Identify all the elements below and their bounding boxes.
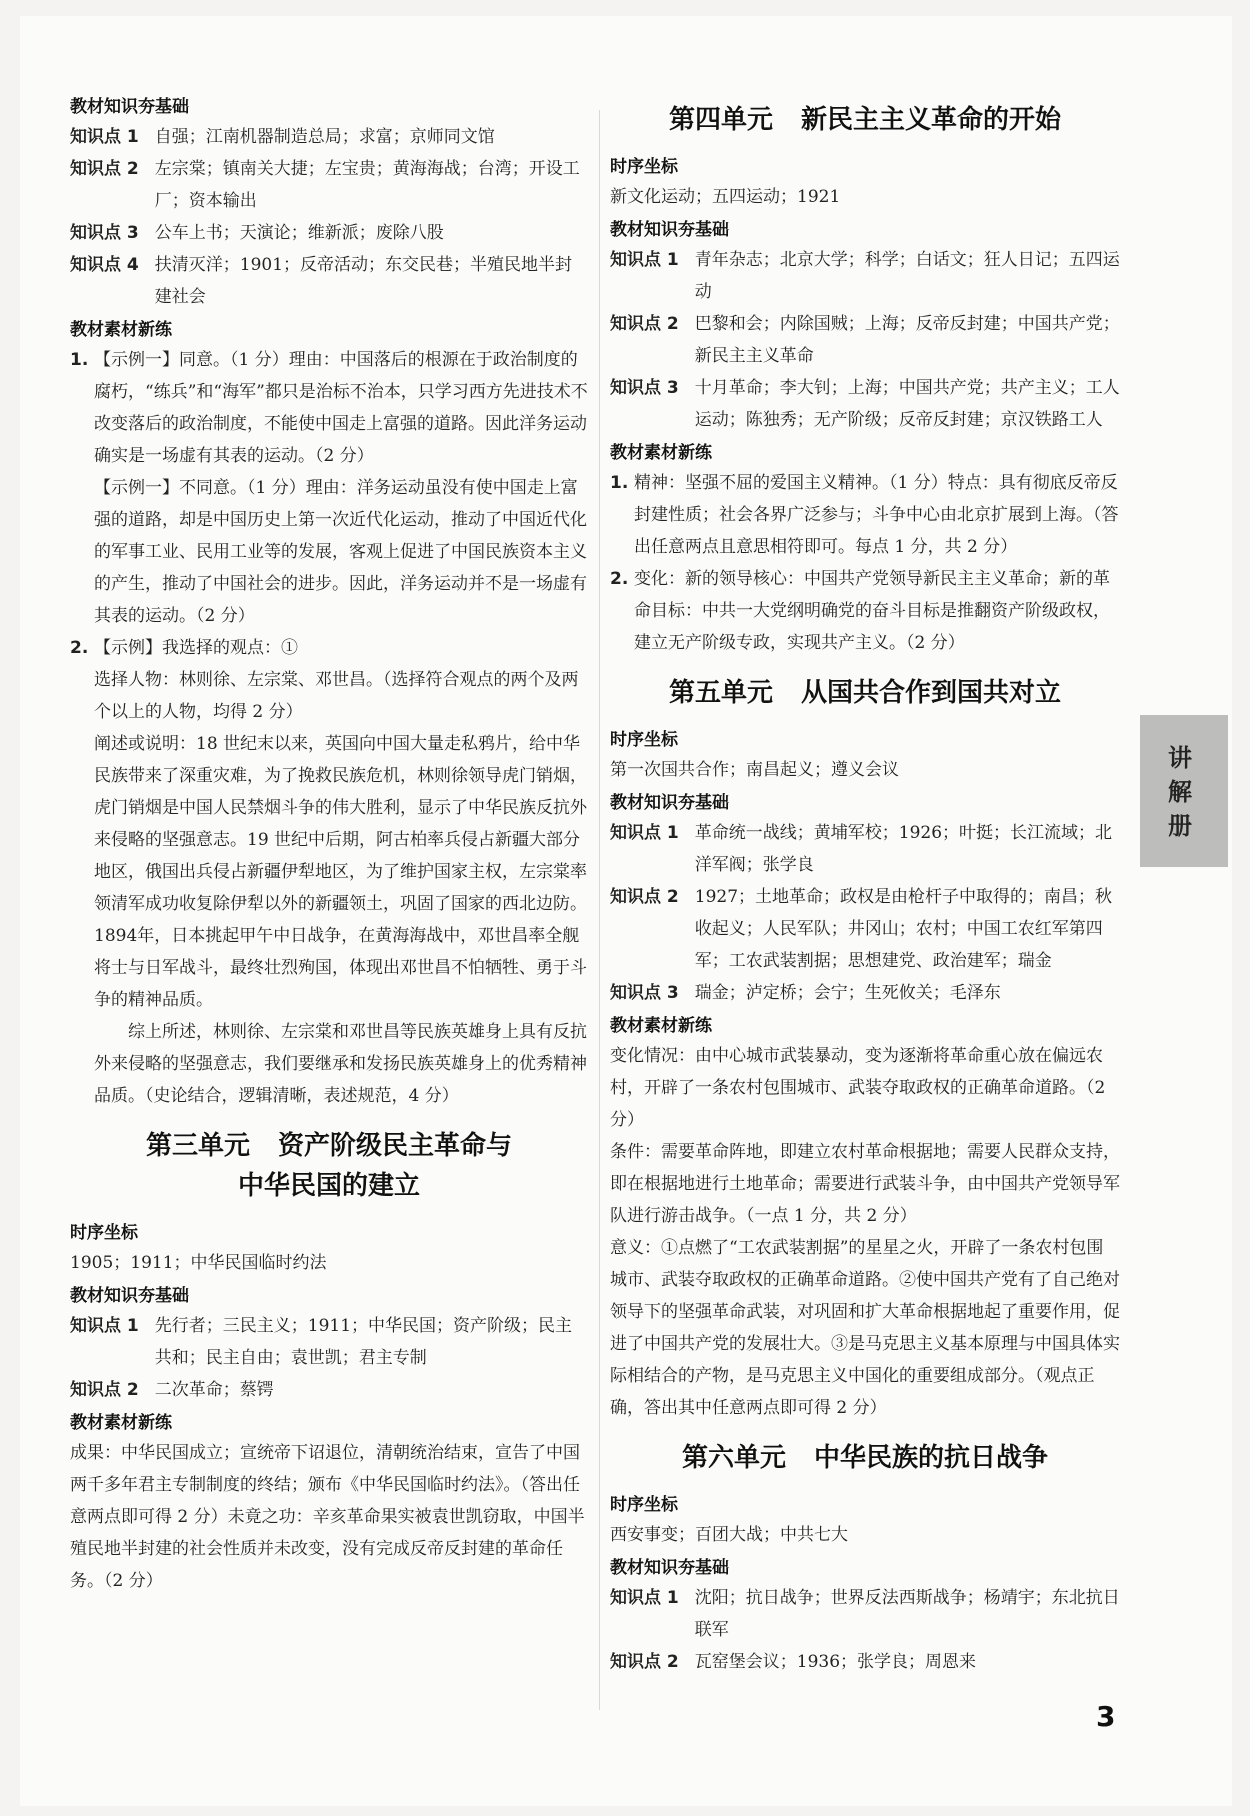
section-heading: 时序坐标 [610,157,678,177]
knowledge-point: 知识点 1 青年杂志；北京大学；科学；白话文；狂人日记；五四运动 [610,250,1120,302]
left-column [70,90,588,1597]
section-heading: 时序坐标 [70,1223,138,1243]
answer-text: 变化情况：由中心城市武装暴动，变为逐渐将革命重心放在偏远农村，开辟了一条农村包围城市、武装夺取政权的正确革命道路。（2 分） [610,1046,1106,1130]
knowledge-point: 知识点 2 1927；土地革命；政权是由枪杆子中取得的；南昌；秋收起义；人民军队；井冈山；农村；中国工农红军第四军；工农武装割据；思想建党、政治建军；瑞金 [610,887,1113,971]
answer-item-1: 1. 【示例一】同意。（1 分）理由：中国落后的根源在于政治制度的腐朽，“练兵”和“海军”都只是治标不治本，只学习西方先进技术不改变落后的政治制度，不能使中国走上富强的道路。因此洋务运动确实是一场虚有其表的运动。（2 分） 【示例一】不同意。（1 分）理由：洋务运动虽没有使中国走上富强的道路，却是中国历史上第一次近代化运动，推动了中国近代化的军事工业、民用工业等的发展，客观上促进了中国民族资本主义的产生，推动了中国社会的进步。因此，洋务运动并不是一场虚有其表的运动。（2 分） [70,344,588,632]
unit-3-title: 第三单元 资产阶级民主革命与 中华民国的建立 [145,1131,513,1201]
section-heading: 教材知识夯基础 [70,1286,189,1306]
section-heading: 教材知识夯基础 [610,793,729,813]
column-divider [599,110,600,1710]
timeline-text: 1905；1911；中华民国临时约法 [70,1253,327,1273]
timeline-text: 西安事变；百团大战；中共七大 [610,1525,848,1545]
section-heading: 教材知识夯基础 [610,220,729,240]
timeline-text: 第一次国共合作；南昌起义；遵义会议 [610,760,899,780]
section-heading: 教材知识夯基础 [610,1558,729,1578]
answer-text: 选择人物：林则徐、左宗棠、邓世昌。（选择符合观点的两个及两个以上的人物，均得 2 分） [94,670,579,722]
knowledge-point: 知识点 2 左宗棠；镇南关大捷；左宝贵；黄海海战；台湾；开设工厂；资本输出 [70,159,580,211]
unit-4-title: 第四单元 新民主主义革命的开始 [668,105,1062,135]
knowledge-point: 知识点 2 二次革命；蔡锷 [70,1380,274,1400]
knowledge-point: 知识点 4 扶清灭洋；1901；反帝活动；东交民巷；半殖民地半封建社会 [70,255,573,307]
page-number: 3 [1096,1700,1116,1733]
right-column [610,100,1120,1678]
knowledge-point: 知识点 1 沈阳；抗日战争；世界反法西斯战争；杨靖宇；东北抗日联军 [610,1588,1120,1640]
timeline-text: 新文化运动；五四运动；1921 [610,187,841,207]
section-heading: 教材素材新练 [70,1413,172,1433]
knowledge-point: 知识点 2 巴黎和会；内除国贼；上海；反帝反封建；中国共产党；新民主主义革命 [610,314,1120,366]
unit-5-title: 第五单元 从国共合作到国共对立 [668,678,1062,708]
answer-text: 意义：①点燃了“工农武装割据”的星星之火，开辟了一条农村包围城市、武装夺取政权的正确革命道路。②使中国共产党有了自己绝对领导下的坚强革命武装，对巩固和扩大革命根据地起了重要作用，促进了中国共产党的发展壮大。③是马克思主义基本原理与中国具体实际相结合的产物，是马克思主义中国化的重要组成部分。（观点正确，答出其中任意两点即可得 2 分） [610,1238,1120,1418]
side-tab-lecture-book: 讲 解 册 [1140,715,1228,867]
answer-text: 阐述或说明：18 世纪末以来，英国向中国大量走私鸦片，给中华民族带来了深重灾难，为了挽救民族危机，林则徐领导虎门销烟，虎门销烟是中国人民禁烟斗争的伟大胜利，显示了中华民族反抗外来侵略的坚强意志。19 世纪中后期，阿古柏率兵侵占新疆大部分地区，俄国出兵侵占新疆伊犁地区，为了维护国家主权，左宗棠率领清军成功收复除伊犁以外的新疆领土，巩固了国家的西北边防。1894年，日本挑起甲午中日战争，在黄海海战中，邓世昌率全舰将士与日军战斗，最终壮烈殉国，体现出邓世昌不怕牺牲、勇于斗争的精神品质。 [94,734,587,1010]
answer-text: 【示例一】同意。（1 分）理由：中国落后的根源在于政治制度的腐朽，“练兵”和“海军”都只是治标不治本，只学习西方先进技术不改变落后的政治制度，不能使中国走上富强的道路。因此洋务运动确实是一场虚有其表的运动。（2 分） [94,350,588,466]
answer-text: 综上所述，林则徐、左宗棠和邓世昌等民族英雄身上具有反抗外来侵略的坚强意志，我们要继承和发扬民族英雄身上的优秀精神品质。（史论结合，逻辑清晰，表述规范，4 分） [94,1022,587,1106]
answer-text: 【示例】我选择的观点：① [94,638,298,658]
knowledge-point: 知识点 1 革命统一战线；黄埔军校；1926；叶挺；长江流域；北洋军阀；张学良 [610,823,1113,875]
knowledge-point: 知识点 2 瓦窑堡会议；1936；张学良；周恩来 [610,1652,977,1672]
section-heading: 时序坐标 [610,730,678,750]
answer-item-2: 2. 【示例】我选择的观点：① 选择人物：林则徐、左宗棠、邓世昌。（选择符合观点的两个及两个以上的人物，均得 2 分） 阐述或说明：18 世纪末以来，英国向中国大量走私鸦片，给中华民族带来了深重灾难，为了挽救民族危机，林则徐领导虎门销烟，虎门销烟是中国人民禁烟斗争的伟大胜利，显示了中华民族反抗外来侵略的坚强意志。19 世纪中后期，阿古柏率兵侵占新疆大部分地区，俄国出兵侵占新疆伊犁地区，为了维护国家主权，左宗棠率领清军成功收复除伊犁以外的新疆领土，巩固了国家的西北边防。1894年，日本挑起甲午中日战争，在黄海海战中，邓世昌率全舰将士与日军战斗，最终壮烈殉国，体现出邓世昌不怕牺牲、勇于斗争的精神品质。 综上所述，林则徐、左宗棠和邓世昌等民族英雄身上具有反抗外来侵略的坚强意志，我们要继承和发扬民族英雄身上的优秀精神品质。（史论结合，逻辑清晰，表述规范，4 分） [70,632,588,1112]
knowledge-point: 知识点 1 自强；江南机器制造总局；求富；京师同文馆 [70,127,495,147]
section-heading: 教材素材新练 [610,1016,712,1036]
section-heading: 时序坐标 [610,1495,678,1515]
section-heading: 教材知识夯基础 [70,97,189,117]
section-heading: 教材素材新练 [610,443,712,463]
answer-item-2: 2. 变化：新的领导核心：中国共产党领导新民主主义革命；新的革命目标：中共一大党纲明确党的奋斗目标是推翻资产阶级政权，建立无产阶级专政，实现共产主义。（2 分） [610,569,1110,653]
unit-6-title: 第六单元 中华民族的抗日战争 [681,1443,1049,1473]
answer-item-1: 1. 精神：坚强不屈的爱国主义精神。（1 分）特点：具有彻底反帝反封建性质；社会各界广泛参与；斗争中心由北京扩展到上海。（答出任意两点且意思相符即可。每点 1 分，共 2 分） [610,473,1119,557]
knowledge-point: 知识点 1 先行者；三民主义；1911；中华民国；资产阶级；民主共和；民主自由；袁世凯；君主专制 [70,1316,573,1368]
answer-text: 【示例一】不同意。（1 分）理由：洋务运动虽没有使中国走上富强的道路，却是中国历史上第一次近代化运动，推动了中国近代化的军事工业、民用工业等的发展，客观上促进了中国民族资本主义的产生，推动了中国社会的进步。因此，洋务运动并不是一场虚有其表的运动。（2 分） [94,478,587,626]
knowledge-point: 知识点 3 十月革命；李大钊；上海；中国共产党；共产主义；工人运动；陈独秀；无产阶级；反帝反封建；京汉铁路工人 [610,378,1120,430]
answer-text: 成果：中华民国成立；宣统帝下诏退位，清朝统治结束，宣告了中国两千多年君主专制制度的终结；颁布《中华民国临时约法》。（答出任意两点即可得 2 分）未竟之功：辛亥革命果实被袁世凯窃取，中国半殖民地半封建的社会性质并未改变，没有完成反帝反封建的革命任务。（2 分） [70,1443,585,1591]
knowledge-point: 知识点 3 公车上书；天演论；维新派；废除八股 [70,223,444,243]
section-heading: 教材素材新练 [70,320,172,340]
answer-text: 条件：需要革命阵地，即建立农村革命根据地；需要人民群众支持，即在根据地进行土地革命；需要进行武装斗争，由中国共产党领导军队进行游击战争。（一点 1 分，共 2 分） [610,1142,1120,1226]
knowledge-point: 知识点 3 瑞金；泸定桥；会宁；生死攸关；毛泽东 [610,983,1001,1003]
